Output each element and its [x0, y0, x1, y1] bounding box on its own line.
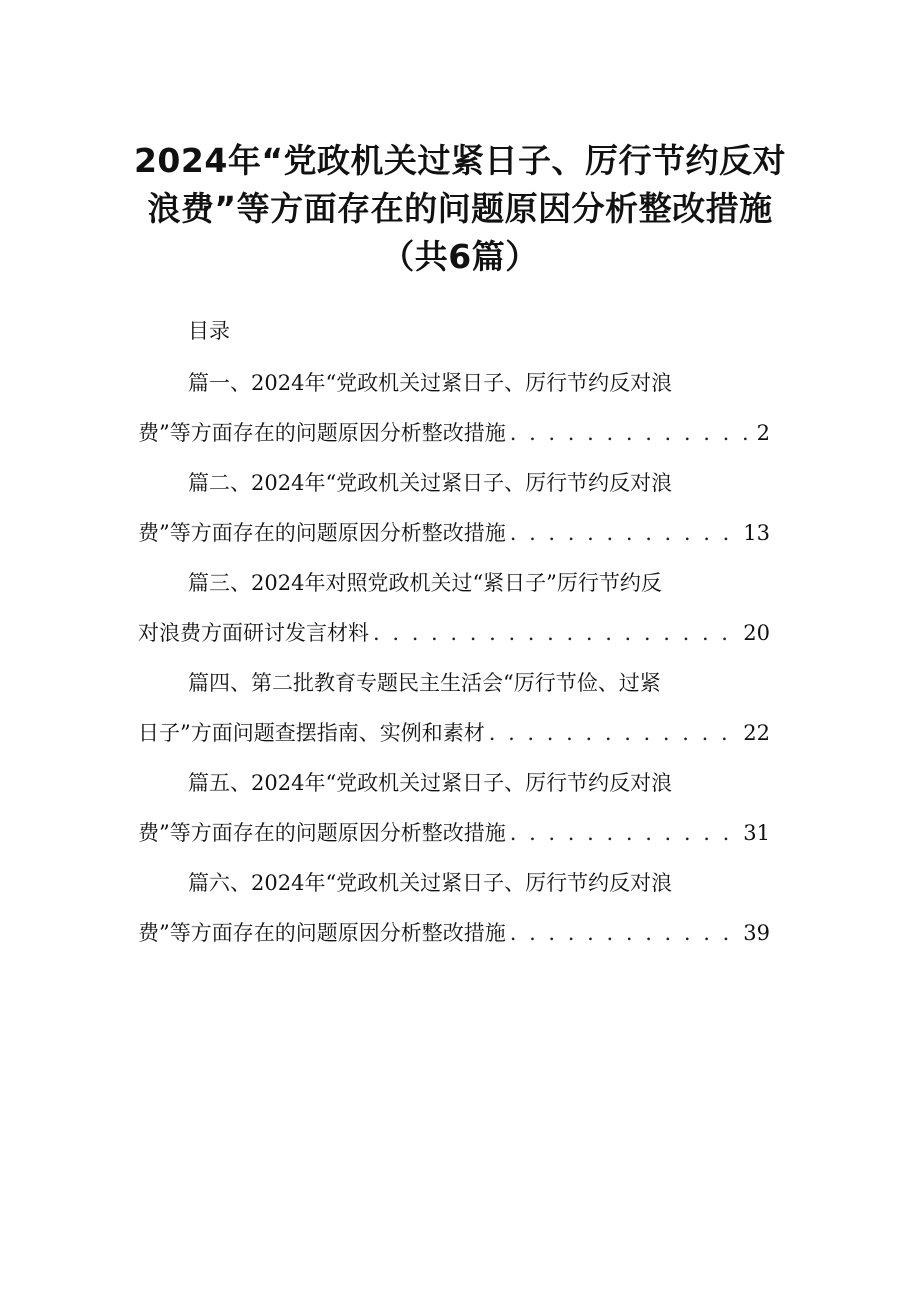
dot-leader: [510, 416, 753, 450]
title-line: 2024年“党政机关过紧日子、厉行节约反对: [133, 141, 787, 180]
toc-entry-title: 篇五、2024年“党政机关过紧日子、厉行节约反对浪: [188, 771, 673, 795]
table-of-contents: [138, 366, 770, 966]
toc-entry[interactable]: [138, 466, 770, 566]
toc-entry[interactable]: [138, 366, 770, 466]
document-title: [120, 137, 800, 281]
title-line: （共6篇）: [381, 237, 539, 276]
toc-page-number: 20: [743, 621, 770, 645]
toc-entry-title: 篇一、2024年“党政机关过紧日子、厉行节约反对浪: [188, 371, 673, 395]
toc-page-number: 22: [743, 721, 770, 745]
toc-page-number: 13: [743, 521, 770, 545]
dot-leader: [373, 616, 739, 650]
toc-page-number: 2: [756, 421, 770, 445]
toc-entry[interactable]: [138, 766, 770, 866]
toc-entry-title: 篇二、2024年“党政机关过紧日子、厉行节约反对浪: [188, 471, 673, 495]
toc-page-number: 31: [743, 821, 770, 845]
toc-entry-title-cont: 费”等方面存在的问题原因分析整改措施: [138, 921, 506, 945]
toc-entry-title-cont: 日子”方面问题查摆指南、实例和素材: [138, 721, 485, 745]
toc-entry-title-cont: 费”等方面存在的问题原因分析整改措施: [138, 421, 506, 445]
toc-entry[interactable]: [138, 666, 770, 766]
toc-entry-title-cont: 费”等方面存在的问题原因分析整改措施: [138, 521, 506, 545]
dot-leader: [510, 916, 740, 950]
toc-page-number: 39: [743, 921, 770, 945]
dot-leader: [510, 816, 740, 850]
toc-entry[interactable]: [138, 866, 770, 966]
dot-leader: [489, 716, 740, 750]
title-line: 浪费”等方面存在的问题原因分析整改措施: [147, 189, 773, 228]
toc-entry-title: 篇三、2024年对照党政机关过“紧日子”厉行节约反: [188, 571, 662, 595]
toc-heading: 目录: [188, 319, 230, 343]
toc-entry-title: 篇六、2024年“党政机关过紧日子、厉行节约反对浪: [188, 871, 673, 895]
toc-entry-title-cont: 费”等方面存在的问题原因分析整改措施: [138, 821, 506, 845]
toc-entry-title: 篇四、第二批教育专题民主生活会“厉行节俭、过紧: [188, 671, 661, 695]
dot-leader: [510, 516, 740, 550]
toc-entry-title-cont: 对浪费方面研讨发言材料: [138, 621, 369, 645]
toc-entry[interactable]: [138, 566, 770, 666]
